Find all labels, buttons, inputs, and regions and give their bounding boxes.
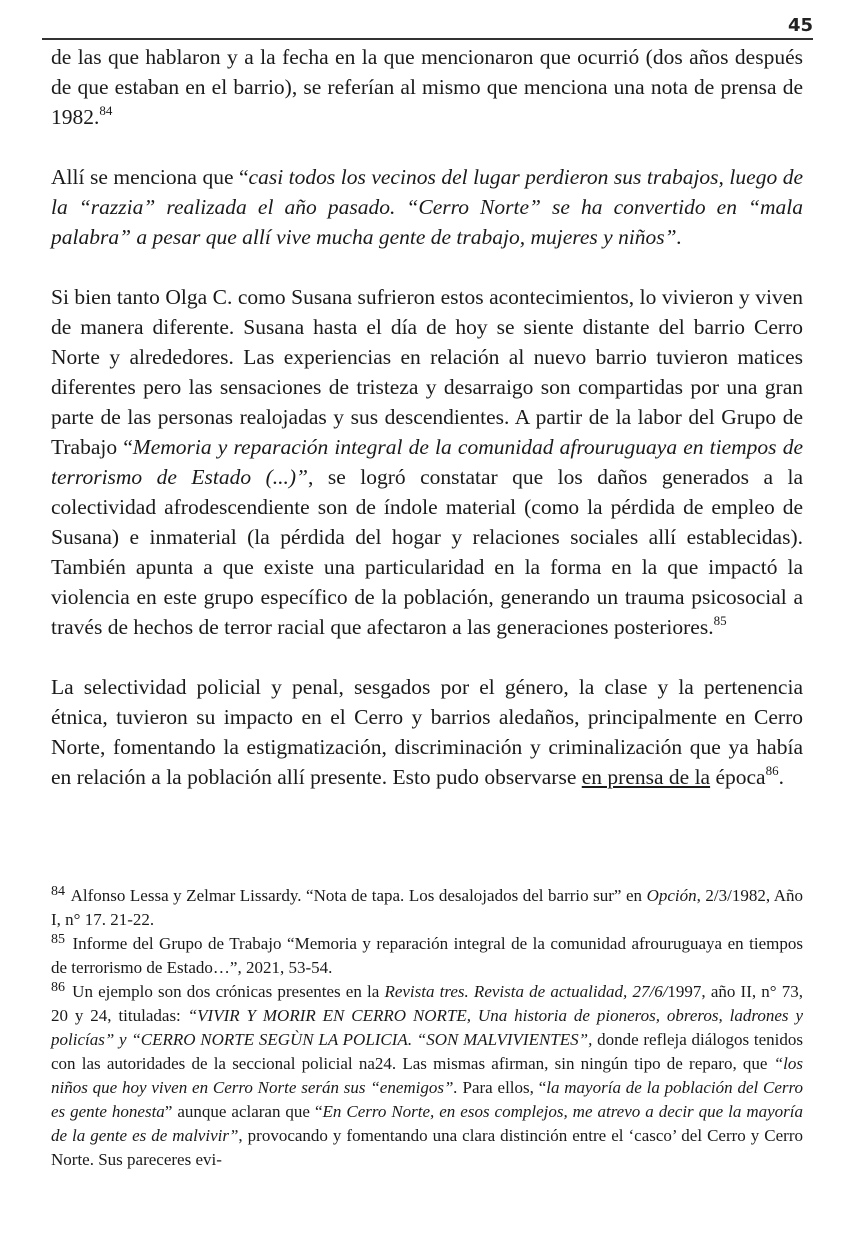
paragraph-4-text-a: La selectividad policial y penal, sesgados por el género, la clase y la pertenencia étnica, tuvieron su impacto en el Cerro y barrios aledaños, principalmente en Cerro Norte, fomentando la estigmatización, discriminación y criminalización que ya había en relación a la población allí presente. Esto pudo observarse — [51, 675, 803, 789]
footnote-ref-86[interactable]: 86 — [765, 763, 779, 778]
page-number: 45 — [787, 15, 813, 36]
paragraph-2-quote: casi todos los vecinos del lugar perdieron sus trabajos, luego de la “razzia” realizada el año pasado. “Cerro Norte” se ha convertido en “mala palabra” a pesar que allí vive mucha gente de trabajo, mujeres y niños”. — [51, 165, 803, 249]
paragraph-4-text-b: época — [710, 765, 766, 789]
body-text — [51, 42, 803, 792]
footnote-84-text-b: , 2/3/1982, Año I, n° 17. 21-22. — [51, 886, 803, 929]
footnote-86-number: 86 — [51, 980, 65, 995]
footnote-86 — [51, 980, 803, 1172]
footnote-84 — [51, 884, 803, 932]
paragraph-2-intro: Allí se menciona que “ — [51, 165, 249, 189]
footnotes — [51, 884, 803, 1172]
paragraph-4 — [51, 672, 803, 792]
paragraph-3-text-a: Si bien tanto Olga C. como Susana sufrieron estos acontecimientos, lo vivieron y viven de manera diferente. Susana hasta el día de hoy se siente distante del barrio Cerro Norte y alrededores. Las experiencias en relación al nuevo barrio tuvieron matices diferentes pero las sensaciones de tristeza y desarraigo son compartidas por una gran parte de las personas realojadas y sus descendientes. A partir de la labor del Grupo de Trabajo “ — [51, 285, 803, 459]
footnote-86-italic-4: la mayoría de la población del Cerro es gente honesta — [51, 1078, 804, 1121]
footnote-86-italic-3: “los niños que hoy viven en Cerro Norte serán sus “enemigos”. — [51, 1054, 803, 1097]
paragraph-1-text: de las que hablaron y a la fecha en la que mencionaron que ocurrió (dos años después de que estaban en el barrio), se referían al mismo que menciona una nota de prensa de 1982. — [51, 45, 803, 129]
footnote-ref-84[interactable]: 84 — [99, 103, 113, 118]
paragraph-3-text-b: , se logró constatar que los daños generados a la colectividad afrodescendiente son de índole material (como la pérdida de empleo de Susana) e inmaterial (la pérdida del hogar y relaciones sociales allí establecidas). También apunta a que existe una particularidad en la forma en la que impactó la violencia en este grupo específico de la población, generando un trauma psicosocial a través de hechos de terror racial que afectaron a las generaciones posteriores. — [51, 465, 803, 639]
paragraph-4-underlined: en prensa de la — [581, 765, 711, 789]
footnote-85-text: Informe del Grupo de Trabajo “Memoria y reparación integral de la comunidad afrouruguaya en tiempos de terrorismo de Estado…”, 2021, 53-54. — [51, 934, 803, 977]
paragraph-3-italic-title: Memoria y reparación integral de la comunidad afrouruguaya en tiempos de terrorismo de Estado (...)” — [51, 435, 803, 489]
footnote-84-italic: Opción — [646, 886, 697, 905]
footnote-86-text-e: ” aunque aclaran que “ — [164, 1102, 323, 1121]
footnote-ref-85[interactable]: 85 — [713, 613, 727, 628]
footnote-86-text-d: Para ellos, “ — [457, 1078, 547, 1097]
footnote-86-text-f: , provocando y fomentando una clara distinción entre el ‘casco’ del Cerro y Cerro Norte. Sus pareceres evi- — [51, 1126, 803, 1169]
footnote-84-text-a: Alfonso Lessa y Zelmar Lissardy. “Nota de tapa. Los desalojados del barrio sur” en — [67, 886, 647, 905]
footnote-86-italic-5: En Cerro Norte, en esos complejos, me atrevo a decir que la mayoría de la gente es de malvivir” — [51, 1102, 804, 1145]
footnote-86-italic-2: “VIVIR Y MORIR EN CERRO NORTE, Una historia de pioneros, obreros, ladrones y policías” y “CERRO NORTE SEGÙN LA POLICIA. “SON MALVIVIENTES”, — [51, 1006, 803, 1049]
footnote-86-italic-1: Revista tres. Revista de actualidad, 27/6/ — [384, 982, 668, 1001]
header-rule — [42, 38, 813, 40]
paragraph-2 — [51, 162, 803, 252]
footnote-86-text-c: donde refleja diálogos tenidos con las autoridades de la seccional policial na24. Las mismas afirman, sin ningún tipo de reparo, que — [51, 1030, 803, 1073]
paragraph-3 — [51, 282, 803, 642]
footnote-85 — [51, 932, 803, 980]
footnote-84-number: 84 — [51, 884, 65, 899]
footnote-86-text-b: 1997, año II, n° 73, 20 y 24, tituladas: — [51, 982, 803, 1025]
paragraph-4-end: . — [778, 765, 784, 789]
footnote-85-number: 85 — [51, 932, 65, 947]
footnote-86-text-a: Un ejemplo son dos crónicas presentes en la — [67, 982, 385, 1001]
paragraph-1 — [51, 42, 803, 132]
